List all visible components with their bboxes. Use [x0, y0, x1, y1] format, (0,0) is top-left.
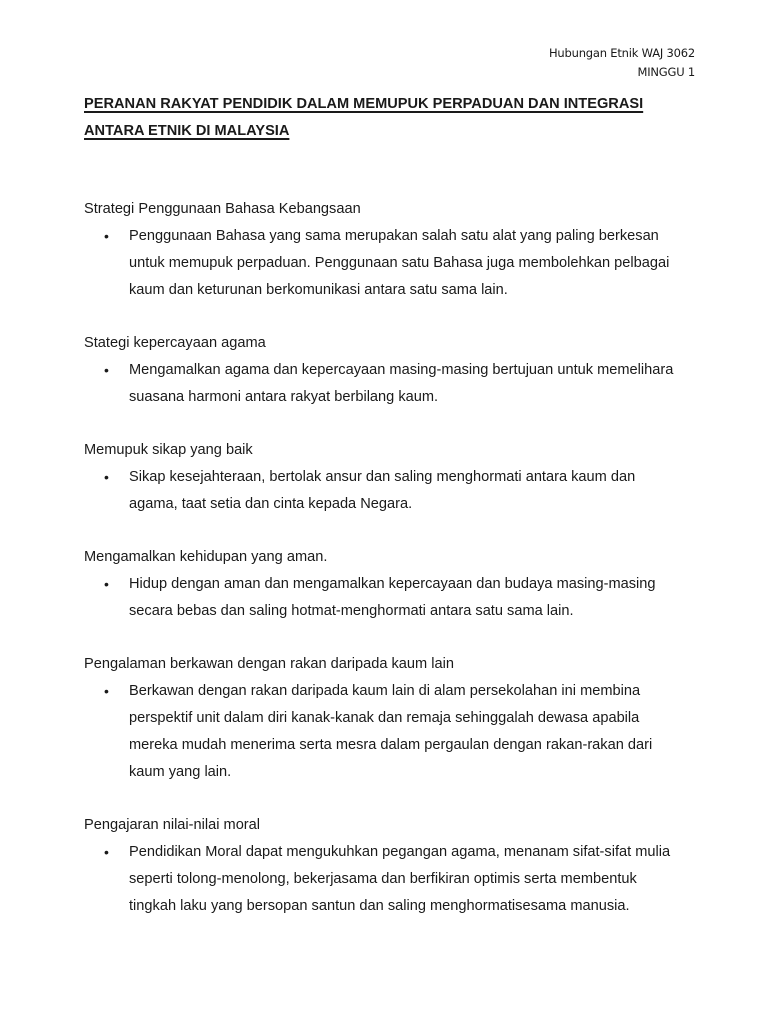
- title-line-2-text: ANTARA ETNIK DI MALAYSIA: [84, 123, 290, 139]
- bullet-line: [84, 759, 704, 786]
- bullet-icon: [84, 598, 129, 625]
- bullet-icon: [84, 384, 129, 411]
- bullet-text: Penggunaan Bahasa yang sama merupakan salah satu alat yang paling berkesan: [129, 228, 659, 244]
- bullet-line: [84, 732, 704, 759]
- bullet-line: [84, 277, 704, 304]
- bullet-icon: •: [104, 362, 109, 378]
- bullet-line: [84, 598, 704, 625]
- bullet-icon: [84, 705, 129, 732]
- bullet-text: Pendidikan Moral dapat mengukuhkan pegangan agama, menanam sifat-sifat mulia: [129, 844, 671, 860]
- bullet-icon: [84, 759, 129, 786]
- bullet-text: Berkawan dengan rakan daripada kaum lain di alam persekolahan ini membina: [129, 683, 641, 699]
- section: [84, 651, 704, 786]
- bullet-icon: •: [104, 469, 109, 485]
- section: [84, 812, 704, 920]
- bullet-line: [84, 866, 704, 893]
- bullet-line: [84, 571, 704, 598]
- bullet-text: perspektif unit dalam diri kanak-kanak dan remaja sehinggalah dewasa apabila: [129, 710, 640, 726]
- bullet-line: [84, 357, 704, 384]
- section-heading: Pengajaran nilai-nilai moral: [84, 817, 261, 833]
- bullet-text: kaum yang lain.: [129, 764, 232, 780]
- bullet-icon: •: [104, 844, 109, 860]
- bullet-icon: [84, 250, 129, 277]
- bullet-icon: •: [104, 576, 109, 592]
- sections-container: [84, 196, 704, 946]
- course-code: Hubungan Etnik WAJ 3062: [548, 46, 695, 60]
- bullet-line: [84, 839, 704, 866]
- bullet-text: seperti tolong-menolong, bekerjasama dan berfikiran optimis serta membentuk: [129, 871, 637, 887]
- bullet-text: Hidup dengan aman dan mengamalkan kepercayaan dan budaya masing-masing: [129, 576, 656, 592]
- bullet-text: Mengamalkan agama dan kepercayaan masing-masing bertujuan untuk memelihara: [129, 362, 674, 378]
- bullet-text: tingkah laku yang bersopan santun dan saling menghormatisesama manusia.: [129, 898, 630, 914]
- section-heading: Mengamalkan kehidupan yang aman.: [84, 549, 328, 565]
- section-heading: Memupuk sikap yang baik: [84, 442, 253, 458]
- bullet-line: [84, 464, 704, 491]
- bullet-icon: •: [104, 683, 109, 699]
- bullet-line: [84, 384, 704, 411]
- bullet-icon: [84, 491, 129, 518]
- title-line-1: [84, 91, 684, 118]
- section: [84, 330, 704, 411]
- bullet-text: suasana harmoni antara rakyat berbilang kaum.: [129, 389, 439, 405]
- title-line-1-text: PERANAN RAKYAT PENDIDIK DALAM MEMUPUK PERPADUAN DAN INTEGRASI: [84, 96, 644, 112]
- bullet-text: secara bebas dan saling hotmat-menghormati antara satu sama lain.: [129, 603, 574, 619]
- bullet-text: kaum dan keturunan berkomunikasi antara satu sama lain.: [129, 282, 508, 298]
- section: [84, 196, 704, 304]
- bullet-icon: [84, 277, 129, 304]
- bullet-icon: •: [104, 228, 109, 244]
- section-heading: Stategi kepercayaan agama: [84, 335, 266, 351]
- section: [84, 437, 704, 518]
- bullet-icon: [84, 893, 129, 920]
- section-heading: Pengalaman berkawan dengan rakan daripada kaum lain: [84, 656, 454, 672]
- document-title: [84, 91, 684, 145]
- section: [84, 544, 704, 625]
- bullet-line: [84, 705, 704, 732]
- bullet-line: [84, 491, 704, 518]
- bullet-icon: [84, 732, 129, 759]
- bullet-line: [84, 223, 704, 250]
- bullet-text: Sikap kesejahteraan, bertolak ansur dan saling menghormati antara kaum dan: [129, 469, 636, 485]
- page-header: [549, 44, 695, 82]
- section-heading: Strategi Penggunaan Bahasa Kebangsaan: [84, 201, 361, 217]
- bullet-text: agama, taat setia dan cinta kepada Negara.: [129, 496, 413, 512]
- week-label: MINGGU 1: [637, 65, 695, 79]
- bullet-text: mereka mudah menerima serta mesra dalam pergaulan dengan rakan-rakan dari: [129, 737, 653, 753]
- bullet-text: untuk memupuk perpaduan. Penggunaan satu Bahasa juga membolehkan pelbagai: [129, 255, 670, 271]
- bullet-line: [84, 678, 704, 705]
- bullet-icon: [84, 866, 129, 893]
- bullet-line: [84, 250, 704, 277]
- title-line-2: [84, 118, 684, 145]
- bullet-line: [84, 893, 704, 920]
